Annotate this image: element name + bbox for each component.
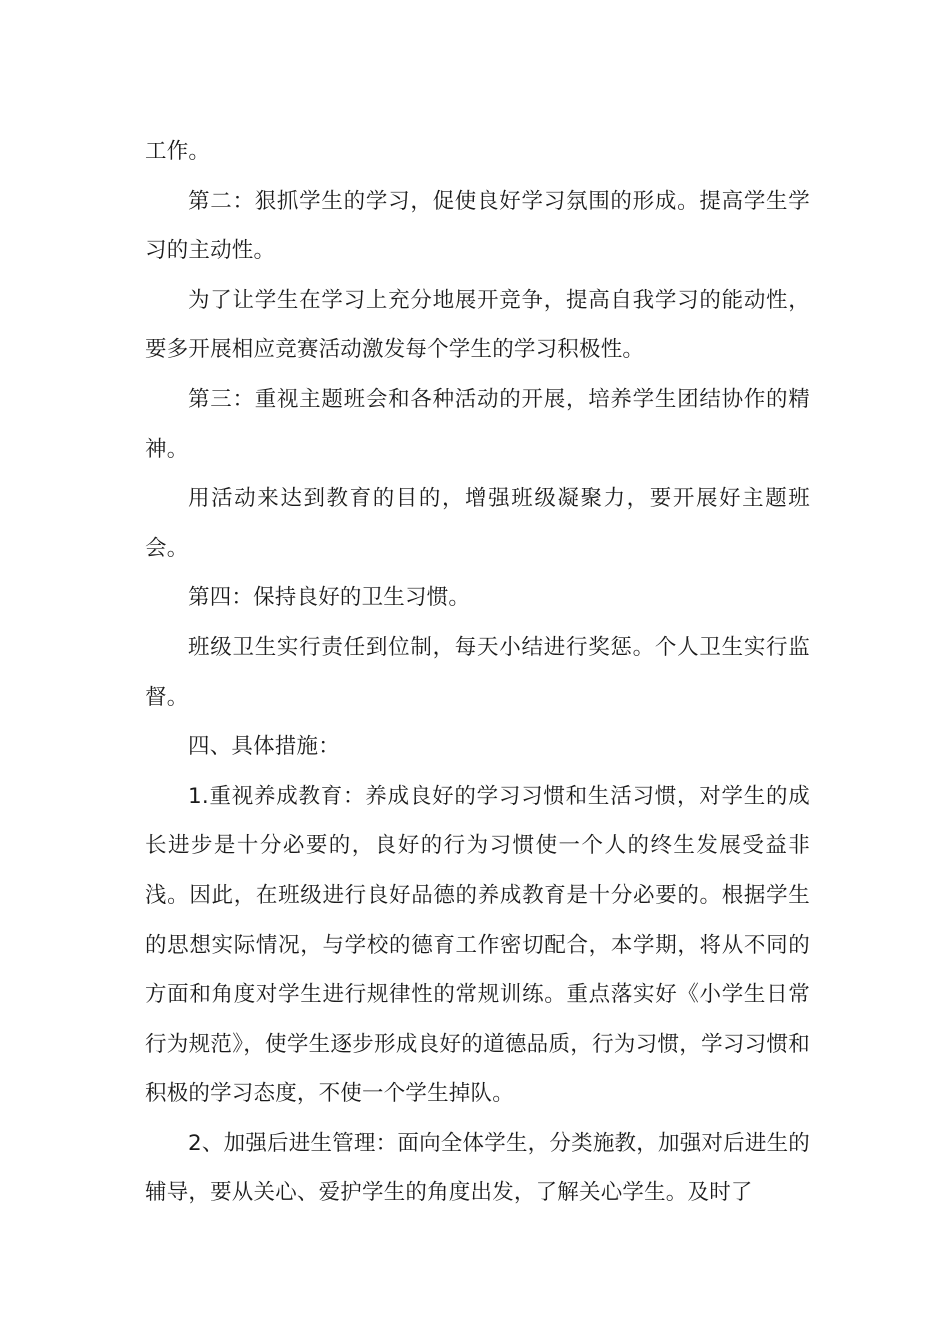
paragraph: 第二：狠抓学生的学习，促使良好学习氛围的形成。提高学生学习的主动性。 bbox=[145, 188, 810, 264]
paragraph: 第四：保持良好的卫生习惯。 bbox=[188, 585, 471, 611]
paragraph: 班级卫生实行责任到位制，每天小结进行奖惩。个人卫生实行监督。 bbox=[145, 634, 810, 710]
section-heading: 四、具体措施： bbox=[188, 734, 340, 760]
document-body bbox=[145, 127, 810, 1218]
paragraph: 2、加强后进生管理：面向全体学生，分类施教，加强对后进生的辅导，要从关心、爱护学生的角度出发，了解关心学生。及时了 bbox=[145, 1130, 810, 1206]
paragraph: 工作。 bbox=[145, 139, 211, 164]
paragraph: 为了让学生在学习上充分地展开竞争，提高自我学习的能动性，要多开展相应竞赛活动激发每个学生的学习积极性。 bbox=[145, 287, 810, 363]
paragraph: 第三：重视主题班会和各种活动的开展，培养学生团结协作的精神。 bbox=[145, 386, 810, 462]
paragraph: 1.重视养成教育：养成良好的学习习惯和生活习惯，对学生的成长进步是十分必要的，良好的行为习惯使一个人的终生发展受益非浅。因此，在班级进行良好品德的养成教育是十分必要的。根据学生的思想实际情况，与学校的德育工作密切配合，本学期，将从不同的方面和角度对学生进行规律性的常规训练。重点落实好《小学生日常行为规范》，使学生逐步形成良好的道德品质，行为习惯，学习习惯和积极的学习态度，不使一个学生掉队。 bbox=[145, 783, 810, 1107]
paragraph: 用活动来达到教育的目的，增强班级凝聚力，要开展好主题班会。 bbox=[145, 486, 810, 561]
